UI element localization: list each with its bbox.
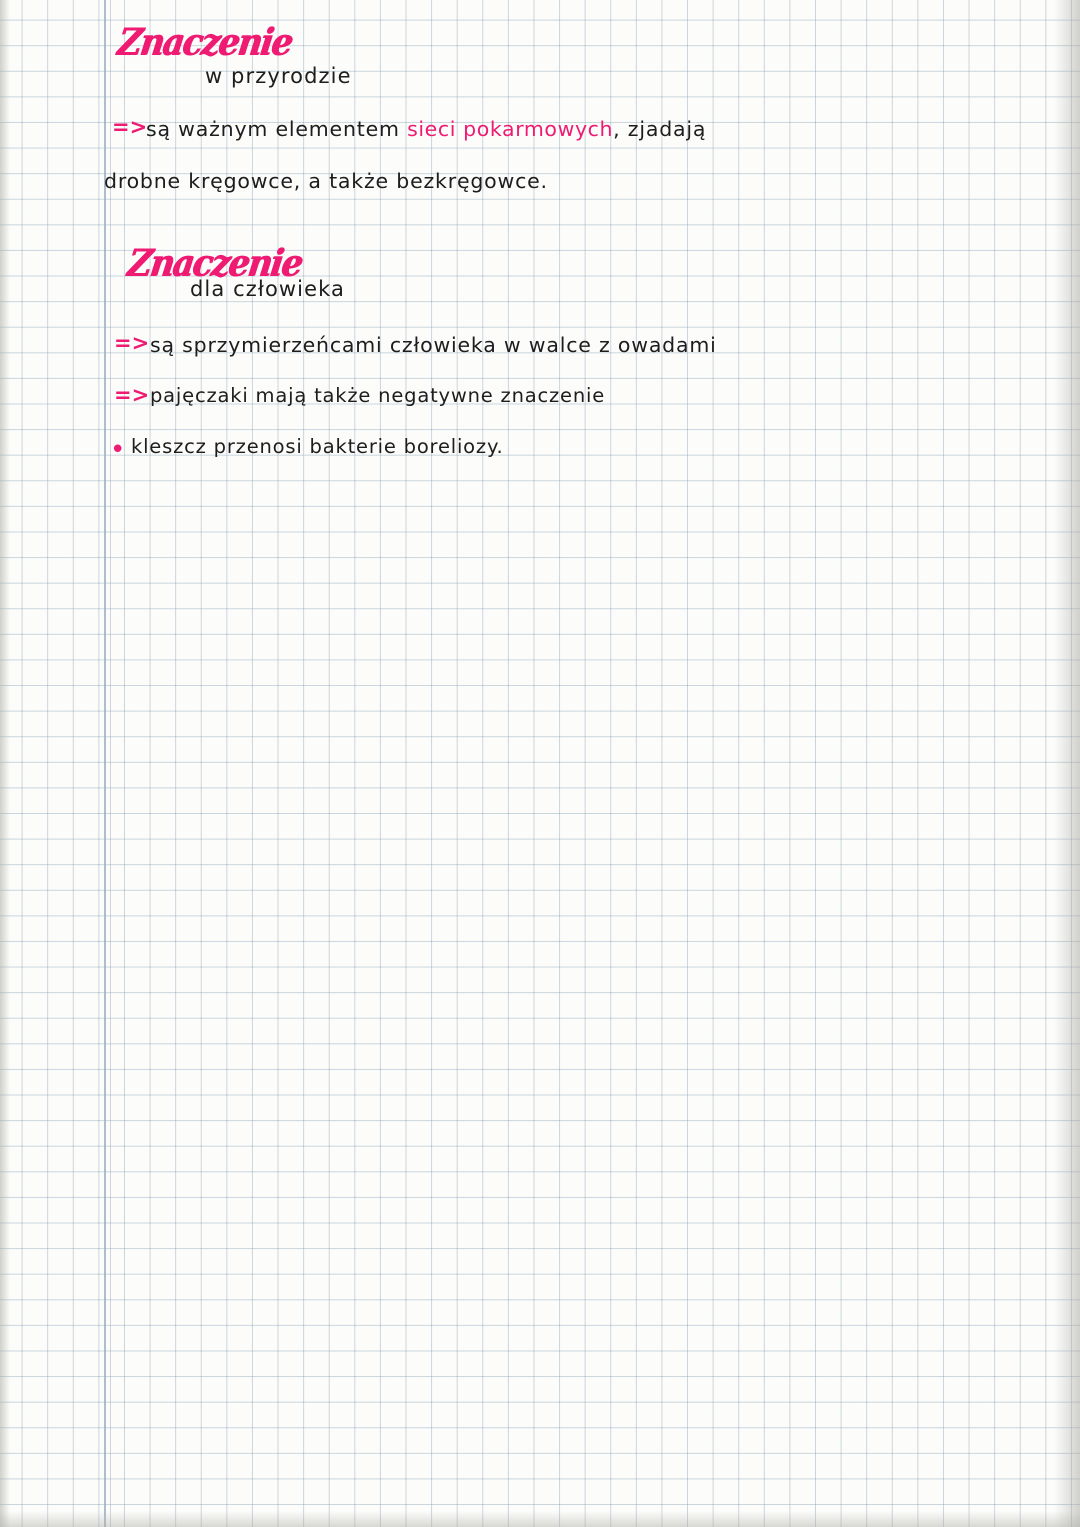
section-2-subheading: dla człowieka (190, 277, 345, 301)
section-2-heading: Znaczenie (124, 240, 305, 285)
section-2-item-2-marker: => (114, 383, 150, 407)
page-edge-left (0, 0, 10, 1527)
section-1-item-1-part-1: są ważnym elementem (146, 117, 408, 141)
section-1-item-1-marker: => (112, 115, 148, 139)
section-1-item-1-part-2: sieci pokarmowych (407, 117, 614, 141)
section-1-item-1-text (146, 117, 706, 141)
page-edge-right (1054, 0, 1080, 1527)
section-1-item-1-part-3: , zjadają (613, 117, 707, 141)
section-2-item-3-text: kleszcz przenosi bakterie boreliozy. (131, 435, 504, 458)
section-1-item-1-continuation: drobne kręgowce, a także bezkręgowce. (104, 169, 548, 193)
section-2-item-3-marker: • (110, 435, 126, 465)
page-edge-bottom (0, 1511, 1080, 1527)
section-2-item-2-text: pajęczaki mają także negatywne znaczenie (150, 384, 606, 407)
section-2-item-1-marker: => (114, 331, 150, 355)
section-2-item-1-text: są sprzymierzeńcami człowieka w walce z owadami (150, 333, 717, 357)
section-1-subheading: w przyrodzie (205, 64, 352, 88)
section-1-heading: Znaczenie (114, 19, 295, 64)
